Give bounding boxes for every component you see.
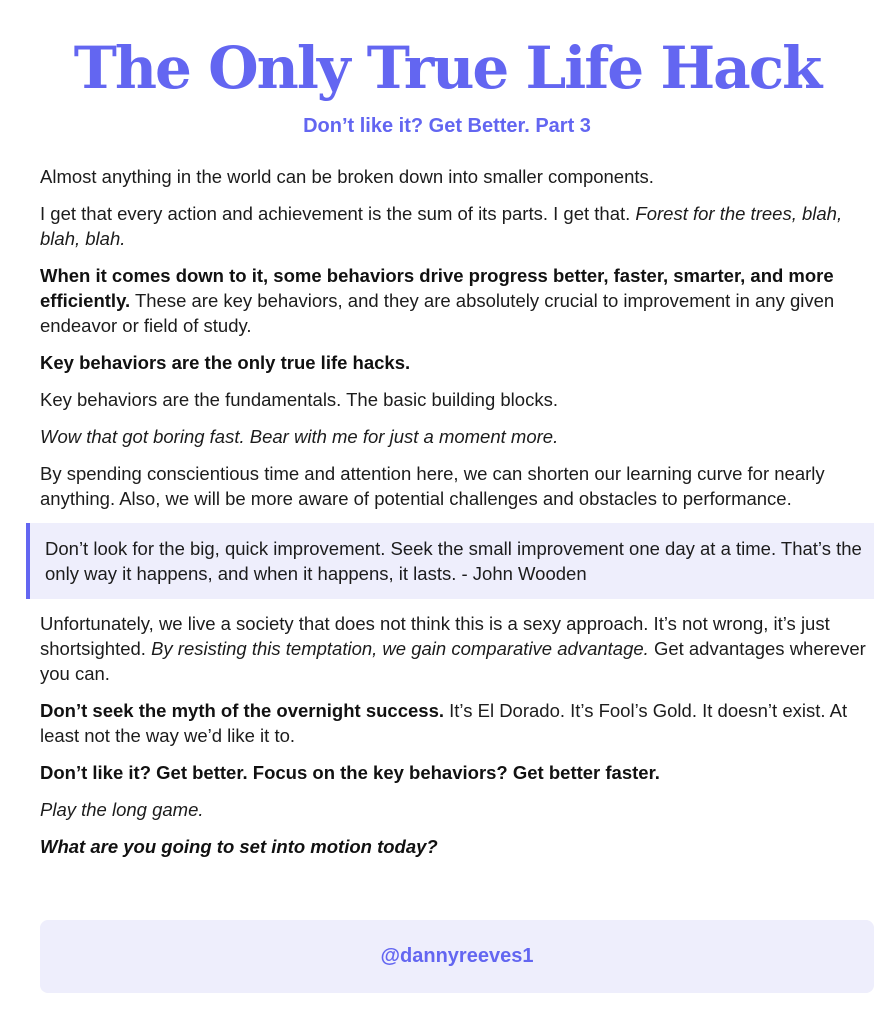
paragraph-3-bold: When it comes down to it, some behaviors drive progress better, faster, smarter, and more efficiently. bbox=[40, 265, 834, 311]
paragraph-11-italic: Play the long game. bbox=[40, 799, 204, 820]
paragraph-2-text: I get that every action and achievement is the sum of its parts. I get that. bbox=[40, 203, 631, 224]
author-handle-box bbox=[40, 920, 874, 993]
paragraph-10-bold: Don’t like it? Get better. Focus on the key behaviors? Get better faster. bbox=[40, 762, 660, 783]
paragraph-9 bbox=[40, 698, 870, 748]
paragraph-5-text: Key behaviors are the fundamentals. The basic building blocks. bbox=[40, 389, 558, 410]
blockquote bbox=[26, 523, 874, 599]
paragraph-12-bold-italic: What are you going to set into motion today? bbox=[40, 836, 438, 857]
paragraph-11 bbox=[40, 797, 870, 822]
paragraph-2-italic: Forest for the trees, blah, blah, blah. bbox=[40, 203, 843, 249]
paragraph-1-text: Almost anything in the world can be broken down into smaller components. bbox=[40, 166, 654, 187]
paragraph-6 bbox=[40, 424, 870, 449]
paragraph-8 bbox=[40, 611, 870, 686]
paragraph-9-text: It’s El Dorado. It’s Fool’s Gold. It doesn’t exist. At least not the way we’d like it to. bbox=[40, 700, 848, 746]
blockquote-text: Don’t look for the big, quick improvement. Seek the small improvement one day at a time. That’s the only way it happens, and when it happens, it lasts. - John Wooden bbox=[45, 538, 862, 584]
page-title: The Only True Life Hack bbox=[73, 34, 821, 102]
paragraph-6-italic: Wow that got boring fast. Bear with me for just a moment more. bbox=[40, 426, 559, 447]
paragraph-8-tail: Get advantages wherever you can. bbox=[40, 638, 866, 684]
article-body bbox=[40, 164, 870, 871]
paragraph-3-text: These are key behaviors, and they are absolutely crucial to improvement in any given endeavor or field of study. bbox=[40, 290, 835, 336]
paragraph-7-text: By spending conscientious time and attention here, we can shorten our learning curve for nearly anything. Also, we will be more aware of potential challenges and obstacles to performance. bbox=[40, 463, 825, 509]
paragraph-4-bold: Key behaviors are the only true life hacks. bbox=[40, 352, 411, 373]
paragraph-9-bold: Don’t seek the myth of the overnight success. bbox=[40, 700, 445, 721]
paragraph-3 bbox=[40, 263, 870, 338]
paragraph-8-text: Unfortunately, we live a society that does not think this is a sexy approach. It’s not wrong, it’s just shortsighted. bbox=[40, 613, 830, 659]
paragraph-12 bbox=[40, 834, 870, 859]
author-handle[interactable]: @dannyreeves1 bbox=[380, 945, 534, 967]
page-subtitle: Don’t like it? Get Better. Part 3 bbox=[303, 115, 591, 137]
paragraph-7 bbox=[40, 461, 870, 511]
paragraph-2 bbox=[40, 201, 870, 251]
paragraph-4 bbox=[40, 350, 870, 375]
paragraph-1 bbox=[40, 164, 870, 189]
paragraph-10 bbox=[40, 760, 870, 785]
paragraph-8-italic: By resisting this temptation, we gain comparative advantage. bbox=[151, 638, 649, 659]
paragraph-5 bbox=[40, 387, 870, 412]
